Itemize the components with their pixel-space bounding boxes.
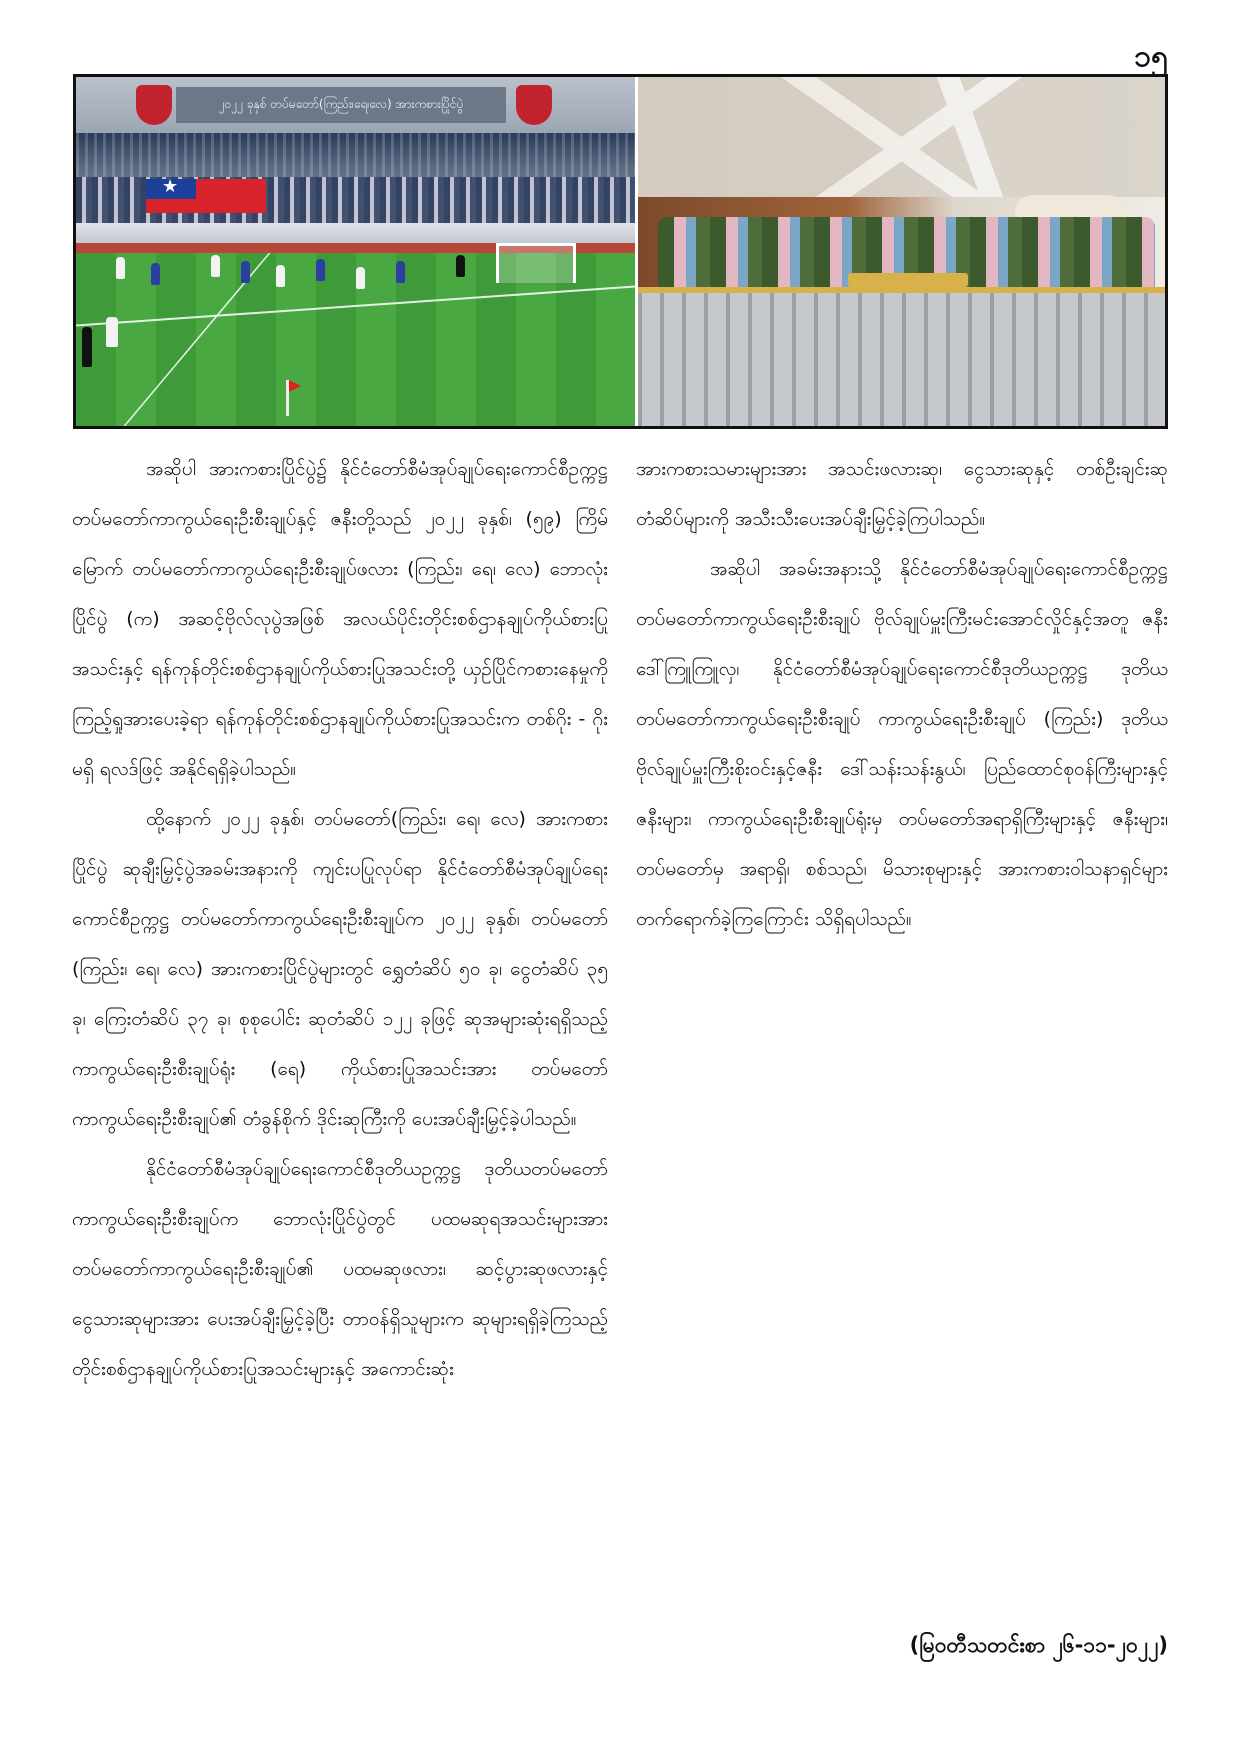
vip-box-photo — [638, 77, 1165, 426]
article-paragraph: နိုင်ငံတော်စီမံအုပ်ချုပ်ရေးကောင်စီဒုတိယဥက္ကဋ္ဌ ဒုတိယတပ်မတော်ကာကွယ်ရေးဦးစီးချုပ်က ဘောလုံးပြိုင်ပွဲတွင် ပထမဆုရအသင်းများအား တပ်မတော်ကာကွယ်ရေးဦးစီးချုပ်၏ ပထမဆုဖလား၊ ဆင့်ပွားဆုဖလားနှင့် ငွေသားဆုများအား ပေးအပ်ချီးမြှင့်ခဲ့ပြီး တာဝန်ရှိသူများက ဆုများရရှိခဲ့ကြသည့် တိုင်းစစ်ဌာနချုပ်ကိုယ်စားပြုအသင်းများနှင့် အကောင်းဆုံး — [72, 1158, 608, 1380]
photo-strip — [73, 74, 1168, 429]
emblem-icon — [136, 85, 172, 125]
vip-glass-balustrade — [638, 293, 1165, 426]
article-paragraph: အဆိုပါ အားကစားပြိုင်ပွဲ၌ နိုင်ငံတော်စီမံအုပ်ချုပ်ရေးကောင်စီဥက္ကဋ္ဌ တပ်မတော်ကာကွယ်ရေးဦးစီးချုပ်နှင့် ဇနီးတို့သည် ၂၀၂၂ ခုနှစ်၊ (၅၉) ကြိမ်မြောက် တပ်မတော်ကာကွယ်ရေးဦးစီးချုပ်ဖလား (ကြည်း၊ ရေ၊ လေ) ဘောလုံးပြိုင်ပွဲ (က) အဆင့်ဗိုလ်လုပွဲအဖြစ် အလယ်ပိုင်းတိုင်းစစ်ဌာနချုပ်ကိုယ်စားပြုအသင်းနှင့် ရန်ကုန်တိုင်းစစ်ဌာနချုပ်ကိုယ်စားပြုအသင်းတို့ ယှဉ်ပြိုင်ကစားနေမှုကိုကြည့်ရှုအားပေးခဲ့ရာ ရန်ကုန်တိုင်းစစ်ဌာနချုပ်ကိုယ်စားပြုအသင်းက တစ်ဂိုး - ဂိုးမရှိ ရလဒ်ဖြင့် အနိုင်ရရှိခဲ့ပါသည်။ — [72, 458, 608, 780]
vip-ceiling — [638, 77, 1165, 197]
article-paragraph: ထို့နောက် ၂၀၂၂ ခုနှစ်၊ တပ်မတော်(ကြည်း၊ ရေ၊ လေ) အားကစားပြိုင်ပွဲ ဆုချီးမြှင့်ပွဲအခမ်းအနားကို ကျင်းပပြုလုပ်ရာ နိုင်ငံတော်စီမံအုပ်ချုပ်ရေးကောင်စီဥက္ကဋ္ဌ တပ်မတော်ကာကွယ်ရေးဦးစီးချုပ်က ၂၀၂၂ ခုနှစ်၊ တပ်မတော် (ကြည်း၊ ရေ၊ လေ) အားကစားပြိုင်ပွဲများတွင် ရွှေတံဆိပ် ၅၀ ခု၊ ငွေတံဆိပ် ၃၅ ခု၊ ကြေးတံဆိပ် ၃၇ ခု၊ စုစုပေါင်း ဆုတံဆိပ် ၁၂၂ ခုဖြင့် ဆုအများဆုံးရရှိသည့် ကာကွယ်ရေးဦးစီးချုပ်ရုံး (ရေ) ကိုယ်စားပြုအသင်းအား တပ်မတော်ကာကွယ်ရေးဦးစီးချုပ်၏ တံခွန်စိုက် ဒိုင်းဆုကြီးကို ပေးအပ်ချီးမြှင့်ခဲ့ပါသည်။ — [72, 808, 608, 1130]
player — [241, 261, 250, 283]
stadium-football-photo — [76, 77, 638, 426]
flag-mosaic — [146, 179, 266, 213]
article-paragraph: အဆိုပါ အခမ်းအနားသို့ နိုင်ငံတော်စီမံအုပ်ချုပ်ရေးကောင်စီဥက္ကဋ္ဌ တပ်မတော်ကာကွယ်ရေးဦးစီးချုပ် ဗိုလ်ချုပ်မှူးကြီးမင်းအောင်လှိုင်နှင့်အတူ ဇနီး ဒေါ်ကြူကြူလှ၊ နိုင်ငံတော်စီမံအုပ်ချုပ်ရေးကောင်စီဒုတိယဥက္ကဋ္ဌ ဒုတိယတပ်မတော်ကာကွယ်ရေးဦးစီးချုပ် ကာကွယ်ရေးဦးစီးချုပ် (ကြည်း) ဒုတိယဗိုလ်ချုပ်မှူးကြီးစိုးဝင်းနှင့်ဇနီး ဒေါ်သန်းသန်းနွယ်၊ ပြည်ထောင်စုဝန်ကြီးများနှင့် ဇနီးများ၊ ကာကွယ်ရေးဦးစီးချုပ်ရုံးမှ တပ်မတော်အရာရှိကြီးများနှင့် ဇနီးများ၊ တပ်မတော်မှ အရာရှိ၊ စစ်သည်၊ မိသားစုများနှင့် အားကစားဝါသနာရှင်များ တက်ရောက်ခဲ့ကြကြောင်း သိရှိရပါသည်။ — [636, 558, 1168, 930]
source-credit: (မြဝတီသတင်းစာ ၂၆-၁၁-၂၀၂၂) — [909, 1633, 1168, 1657]
player — [396, 261, 405, 283]
article-body — [72, 444, 1168, 1684]
player — [316, 259, 325, 281]
player — [456, 255, 465, 277]
player — [116, 257, 125, 279]
article-paragraph: အားကစားသမားများအား အသင်းဖလားဆု၊ ငွေသားဆုနှင့် တစ်ဦးချင်းဆုတံဆိပ်များကို အသီးသီးပေးအပ်ချီးမြှင့်ခဲ့ကြပါသည်။ — [636, 458, 1168, 530]
emblem-icon — [516, 85, 552, 125]
player — [356, 267, 365, 289]
player — [106, 317, 118, 347]
vip-table — [848, 273, 968, 287]
article-left-column — [72, 444, 608, 1394]
banner-text: ၂၀၂၂ ခုနှစ် တပ်မတော်(ကြည်း၊ရေ၊လေ) အားကစားပြိုင်ပွဲ — [176, 87, 506, 123]
player — [276, 265, 285, 287]
referee — [82, 327, 92, 367]
stand-wall — [76, 223, 635, 245]
article-right-column — [636, 444, 1168, 944]
player — [151, 263, 160, 285]
corner-flag-icon — [286, 380, 289, 416]
page-number: ၁၅ — [1134, 39, 1168, 74]
player — [211, 255, 220, 277]
goal-post — [496, 243, 576, 283]
stadium-banner — [76, 77, 635, 137]
